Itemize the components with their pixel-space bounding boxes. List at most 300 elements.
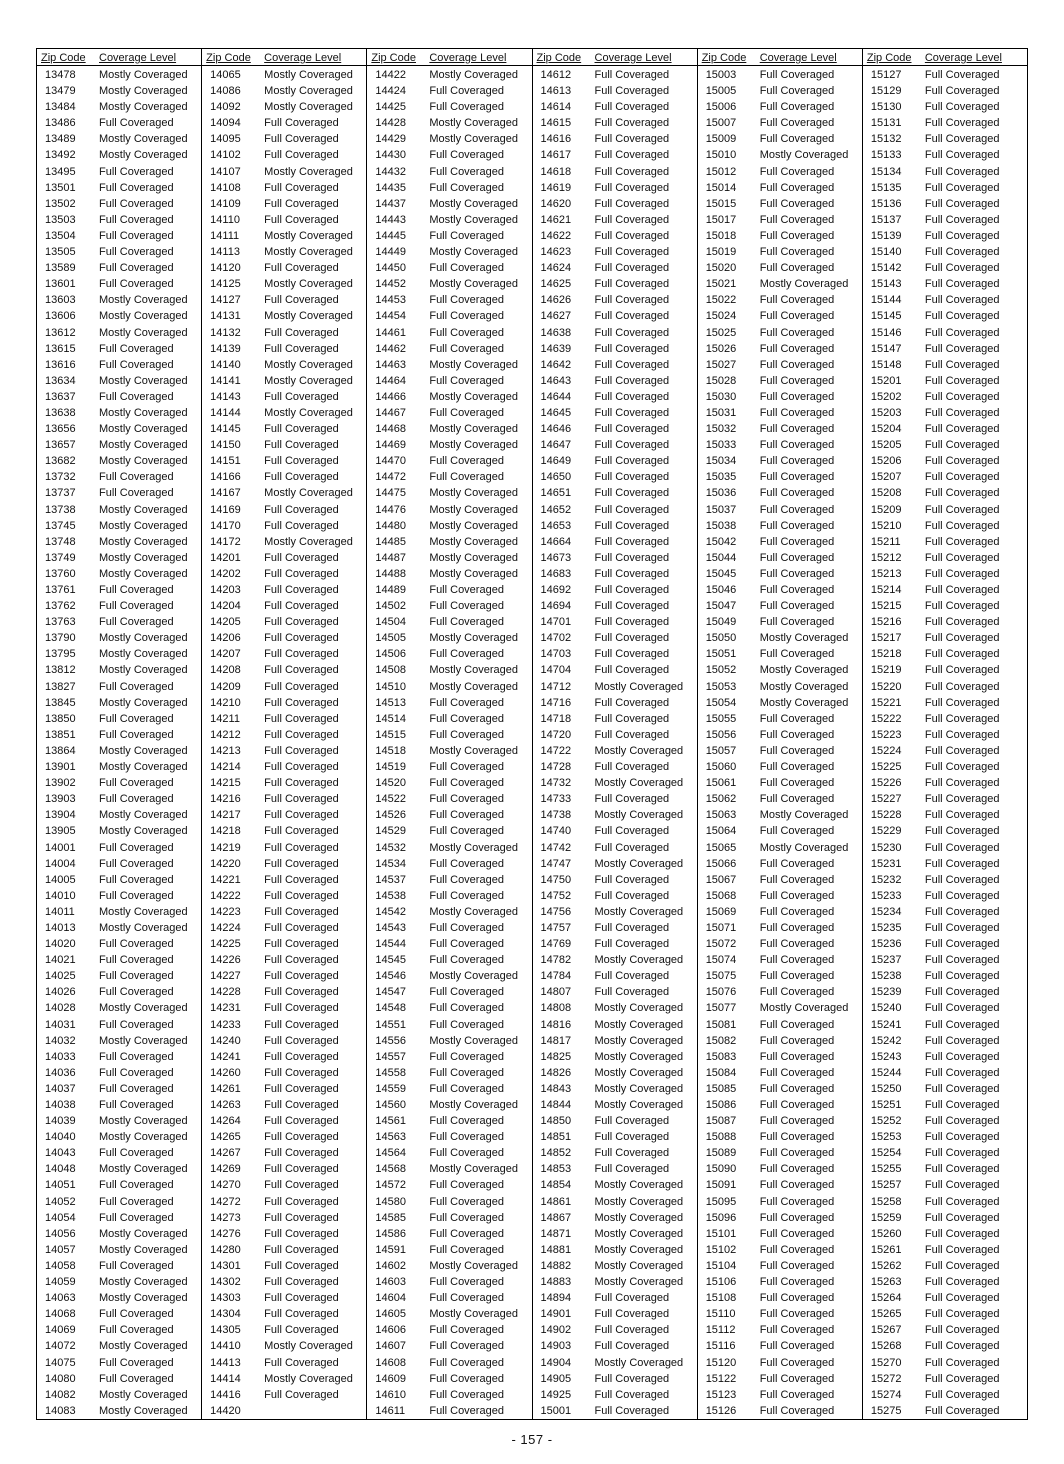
coverage-level-cell: Full Coveraged: [924, 310, 1000, 323]
zip-code-cell: 15235: [870, 921, 902, 934]
coverage-level-cell: Mostly Coveraged: [99, 326, 188, 339]
table-row: [533, 1194, 697, 1210]
zip-code-cell: 15252: [870, 1115, 902, 1128]
coverage-level-cell: Full Coveraged: [594, 1131, 670, 1144]
table-row: [367, 164, 531, 180]
table-row: [367, 952, 531, 968]
coverage-level-cell: Full Coveraged: [264, 1147, 339, 1160]
zip-code-cell: 14430: [375, 149, 406, 162]
coverage-level-cell: Full Coveraged: [264, 857, 339, 870]
coverage-level-cell: Full Coveraged: [99, 165, 174, 178]
coverage-level-cell: Full Coveraged: [924, 744, 1000, 757]
zip-code-cell: 13489: [45, 133, 76, 146]
zip-code-cell: 15224: [870, 744, 902, 757]
table-row: [698, 115, 862, 131]
zip-code-cell: 14233: [210, 1018, 241, 1031]
coverage-level-cell: Full Coveraged: [429, 889, 504, 902]
table-row: [367, 1065, 531, 1081]
zip-code-cell: 15203: [870, 406, 902, 419]
table-row: [202, 485, 366, 501]
coverage-level-cell: Full Coveraged: [759, 1276, 835, 1289]
zip-code-cell: 14545: [375, 954, 406, 967]
table-row: [367, 743, 531, 759]
coverage-level-cell: Mostly Coveraged: [429, 970, 518, 983]
zip-code-cell: 15087: [705, 1115, 737, 1128]
coverage-level-cell: Full Coveraged: [264, 455, 339, 468]
zip-code-cell: 14622: [540, 229, 572, 242]
zip-code-cell: 15250: [870, 1082, 902, 1095]
table-row: [698, 325, 862, 341]
column-header: [698, 49, 862, 66]
coverage-level-cell: Full Coveraged: [99, 1308, 174, 1321]
coverage-level-cell: Mostly Coveraged: [99, 664, 188, 677]
zip-code-cell: 15090: [705, 1163, 737, 1176]
coverage-level-cell: Full Coveraged: [264, 519, 339, 532]
table-row: [698, 1403, 862, 1419]
coverage-level-cell: Full Coveraged: [759, 213, 835, 226]
coverage-level-cell: Full Coveraged: [924, 85, 1000, 98]
zip-code-cell: 14502: [375, 600, 406, 613]
zip-code-cell: 14646: [540, 423, 572, 436]
coverage-level-cell: Full Coveraged: [264, 1276, 339, 1289]
table-row: [367, 904, 531, 920]
coverage-level-cell: Full Coveraged: [429, 1243, 504, 1256]
zip-code-cell: 13601: [45, 278, 76, 291]
zip-code-cell: 15045: [705, 567, 737, 580]
coverage-level-cell: Mostly Coveraged: [429, 535, 518, 548]
table-row: [202, 1017, 366, 1033]
table-row: [698, 1338, 862, 1354]
table-row: [533, 485, 697, 501]
table-row: [698, 1129, 862, 1145]
table-row: [863, 566, 1027, 582]
table-row: [37, 872, 201, 888]
zip-code-cell: 15265: [870, 1308, 902, 1321]
table-row: [533, 614, 697, 630]
coverage-level-cell: Full Coveraged: [429, 616, 504, 629]
coverage-level-cell: Full Coveraged: [924, 342, 1000, 355]
zip-code-cell: 14207: [210, 648, 241, 661]
coverage-level-cell: Full Coveraged: [924, 761, 1000, 774]
zip-code-cell: 14627: [540, 310, 572, 323]
table-row: [698, 566, 862, 582]
zip-code-cell: 14040: [45, 1131, 76, 1144]
table-row: [37, 292, 201, 308]
table-row: [698, 1210, 862, 1226]
coverage-level-cell: Mostly Coveraged: [759, 278, 849, 291]
zip-code-cell: 15220: [870, 680, 902, 693]
zip-code-cell: 14568: [375, 1163, 406, 1176]
table-row: [698, 1049, 862, 1065]
table-row: [367, 308, 531, 324]
table-row: [863, 1097, 1027, 1113]
table-row: [698, 582, 862, 598]
table-row: [863, 518, 1027, 534]
zip-code-cell: 14432: [375, 165, 406, 178]
table-row: [533, 534, 697, 550]
zip-code-cell: 14701: [540, 616, 572, 629]
table-row: [863, 646, 1027, 662]
table-row: [533, 743, 697, 759]
table-row: [37, 630, 201, 646]
table-row: [698, 840, 862, 856]
coverage-level-cell: Full Coveraged: [99, 1066, 174, 1079]
zip-code-cell: 14513: [375, 696, 406, 709]
coverage-level-cell: Full Coveraged: [594, 873, 670, 886]
table-row: [202, 598, 366, 614]
table-row: [698, 453, 862, 469]
coverage-level-cell: Full Coveraged: [594, 1115, 670, 1128]
table-row: [37, 1290, 201, 1306]
coverage-level-cell: Mostly Coveraged: [429, 246, 518, 259]
zip-code-cell: 14585: [375, 1211, 406, 1224]
table-row: [37, 373, 201, 389]
coverage-level-cell: Full Coveraged: [924, 986, 1000, 999]
table-row: [37, 1177, 201, 1193]
coverage-level-cell: Full Coveraged: [759, 600, 835, 613]
coverage-level-cell: Full Coveraged: [924, 278, 1000, 291]
table-row: [863, 308, 1027, 324]
zip-code-cell: 14645: [540, 406, 572, 419]
table-row: [863, 67, 1027, 83]
zip-code-cell: 14038: [45, 1099, 76, 1111]
table-row: [533, 244, 697, 260]
coverage-level-cell: Mostly Coveraged: [264, 278, 353, 291]
zip-code-cell: 15030: [705, 390, 737, 403]
zip-code-cell: 15074: [705, 954, 737, 967]
coverage-level-cell: Full Coveraged: [264, 471, 339, 484]
zip-code-cell: 14557: [375, 1050, 406, 1063]
table-row: [37, 743, 201, 759]
coverage-level-cell: Full Coveraged: [594, 664, 670, 677]
zip-code-cell: 14703: [540, 648, 572, 661]
coverage-level-cell: Full Coveraged: [759, 970, 835, 983]
zip-code-cell: 15035: [705, 471, 737, 484]
zip-code-cell: 14054: [45, 1211, 76, 1224]
coverage-level-cell: Full Coveraged: [99, 1082, 174, 1095]
zip-code-cell: 14270: [210, 1179, 241, 1192]
zip-code-cell: 14733: [540, 793, 572, 806]
table-row: [202, 759, 366, 775]
coverage-level-cell: Full Coveraged: [924, 294, 1000, 307]
table-row: [202, 1355, 366, 1371]
table-row: [367, 614, 531, 630]
zip-code-cell: 15102: [705, 1243, 737, 1256]
coverage-level-cell: Full Coveraged: [429, 1131, 504, 1144]
zip-code-cell: 15239: [870, 986, 902, 999]
zip-code-cell: 14201: [210, 551, 241, 564]
zip-code-cell: 14586: [375, 1227, 406, 1240]
table-row: [698, 614, 862, 630]
coverage-level-cell: Mostly Coveraged: [99, 1388, 188, 1401]
coverage-level-cell: Full Coveraged: [264, 1243, 339, 1256]
zip-code-cell: 14420: [210, 1404, 241, 1417]
table-row: [863, 598, 1027, 614]
coverage-level-cell: Full Coveraged: [759, 342, 835, 355]
table-row: [37, 180, 201, 196]
zip-code-cell: 14470: [375, 455, 406, 468]
coverage-level-cell: Full Coveraged: [759, 1243, 835, 1256]
table-row: [37, 1274, 201, 1290]
coverage-level-cell: Full Coveraged: [99, 680, 174, 693]
coverage-level-cell: Mostly Coveraged: [759, 632, 849, 645]
zip-code-cell: 15221: [870, 696, 902, 709]
zip-code-cell: 15272: [870, 1372, 902, 1385]
zip-code-cell: 15034: [705, 455, 737, 468]
coverage-level-cell: Full Coveraged: [924, 358, 1000, 371]
coverage-level-cell: Full Coveraged: [924, 567, 1000, 580]
coverage-level-cell: Full Coveraged: [264, 1227, 339, 1240]
table-row: [698, 711, 862, 727]
zip-code-cell: 13901: [45, 761, 76, 774]
table-row: [533, 936, 697, 952]
table-row: [202, 856, 366, 872]
coverage-level-cell: Full Coveraged: [594, 358, 670, 371]
coverage-level-cell: Full Coveraged: [924, 535, 1000, 548]
table-row: [863, 1371, 1027, 1387]
zip-code-cell: 14653: [540, 519, 572, 532]
zip-code-cell: 15210: [870, 519, 902, 532]
coverage-level-cell: Mostly Coveraged: [99, 1034, 188, 1047]
table-row: [202, 807, 366, 823]
table-row: [533, 840, 697, 856]
table-row: [202, 244, 366, 260]
coverage-level-cell: Full Coveraged: [429, 229, 504, 242]
zip-code-cell: 15077: [705, 1002, 737, 1015]
zip-code-cell: 15033: [705, 439, 737, 452]
coverage-level-cell: Mostly Coveraged: [429, 632, 518, 645]
table-row: [202, 325, 366, 341]
table-row: [698, 180, 862, 196]
table-row: [202, 1371, 366, 1387]
table-row: [533, 679, 697, 695]
table-row: [202, 1290, 366, 1306]
zip-code-cell: 14172: [210, 535, 241, 548]
zip-code-cell: 14572: [375, 1179, 406, 1192]
table-row: [202, 582, 366, 598]
zip-code-cell: 15068: [705, 889, 737, 902]
zip-code-cell: 15101: [705, 1227, 737, 1240]
zip-code-cell: 14519: [375, 761, 406, 774]
coverage-level-cell: Full Coveraged: [594, 342, 670, 355]
table-row: [863, 389, 1027, 405]
table-row: [202, 83, 366, 99]
coverage-level-cell: Full Coveraged: [924, 1276, 1000, 1289]
coverage-level-cell: Mostly Coveraged: [594, 1018, 684, 1031]
zip-code-cell: 14489: [375, 584, 406, 596]
coverage-level-cell: Mostly Coveraged: [594, 809, 684, 822]
zip-code-cell: 15031: [705, 406, 737, 419]
zip-code-cell: 14615: [540, 117, 572, 130]
coverage-level-cell: Mostly Coveraged: [429, 69, 518, 81]
zip-code-cell: 14021: [45, 954, 76, 967]
zip-code-cell: 15225: [870, 761, 902, 774]
table-row: [37, 1387, 201, 1403]
coverage-level-cell: Full Coveraged: [759, 1131, 835, 1144]
zip-code-cell: 15038: [705, 519, 737, 532]
table-row: [37, 1129, 201, 1145]
coverage-level-cell: Mostly Coveraged: [429, 503, 518, 516]
coverage-level-cell: Full Coveraged: [429, 1082, 504, 1095]
table-row: [202, 1145, 366, 1161]
coverage-level-cell: Mostly Coveraged: [99, 423, 188, 436]
zip-code-cell: 14621: [540, 213, 572, 226]
coverage-level-cell: Full Coveraged: [924, 825, 1000, 838]
zip-code-cell: 15066: [705, 857, 737, 870]
zip-code-cell: 15204: [870, 423, 902, 436]
coverage-level-cell: Full Coveraged: [99, 390, 174, 403]
coverage-level-cell: Mostly Coveraged: [594, 680, 684, 693]
zip-code-cell: 14826: [540, 1066, 572, 1079]
table-row: [698, 1177, 862, 1193]
zip-code-cell: 15219: [870, 664, 902, 677]
table-row: [698, 276, 862, 292]
table-row: [863, 1258, 1027, 1274]
zip-code-cell: 15022: [705, 294, 737, 307]
coverage-level-cell: Full Coveraged: [99, 1018, 174, 1031]
coverage-level-cell: Full Coveraged: [594, 262, 670, 275]
table-row: [37, 228, 201, 244]
zip-code-cell: 15233: [870, 889, 902, 902]
coverage-level-cell: Full Coveraged: [264, 841, 339, 854]
table-row: [533, 115, 697, 131]
zip-code-cell: 15255: [870, 1163, 902, 1176]
zip-code-cell: 14217: [210, 809, 241, 822]
coverage-level-cell: Full Coveraged: [759, 1404, 835, 1417]
zip-code-cell: 14228: [210, 986, 241, 999]
coverage-level-cell: Full Coveraged: [759, 358, 835, 371]
zip-code-cell: 15085: [705, 1082, 737, 1095]
zip-code-cell: 14620: [540, 197, 572, 210]
table-row: [863, 840, 1027, 856]
coverage-level-cell: Full Coveraged: [924, 905, 1000, 918]
zip-code-cell: 14226: [210, 954, 241, 967]
zip-code-cell: 13495: [45, 165, 76, 178]
table-row: [37, 421, 201, 437]
zip-code-cell: 14757: [540, 921, 572, 934]
table-row: [202, 952, 366, 968]
zip-code-cell: 15140: [870, 246, 902, 259]
coverage-level-cell: Full Coveraged: [429, 310, 504, 323]
table-row: [202, 904, 366, 920]
zip-code-cell: 13760: [45, 567, 76, 580]
coverage-level-cell: Full Coveraged: [924, 793, 1000, 806]
table-row: [202, 1403, 366, 1419]
zip-code-cell: 14428: [375, 117, 406, 130]
zip-code-cell: 14664: [540, 535, 572, 548]
coverage-level-cell: Full Coveraged: [429, 1115, 504, 1128]
coverage-level-cell: Full Coveraged: [594, 406, 670, 419]
table-row: [367, 373, 531, 389]
table-row: [37, 212, 201, 228]
zip-code-cell: 15019: [705, 246, 737, 259]
table-row: [37, 904, 201, 920]
coverage-level-cell: Mostly Coveraged: [99, 567, 188, 580]
table-row: [533, 566, 697, 582]
zip-code-cell: 15024: [705, 310, 737, 323]
coverage-level-header: Coverage Level: [924, 52, 1002, 64]
table-row: [698, 872, 862, 888]
table-row: [202, 1274, 366, 1290]
coverage-level-cell: Full Coveraged: [264, 793, 339, 806]
coverage-level-cell: Mostly Coveraged: [429, 567, 518, 580]
table-row: [698, 727, 862, 743]
table-row: [698, 920, 862, 936]
table-row: [37, 662, 201, 678]
coverage-level-cell: Full Coveraged: [594, 85, 670, 98]
coverage-level-cell: Full Coveraged: [924, 696, 1000, 709]
coverage-level-cell: Full Coveraged: [99, 117, 174, 130]
table-row: [863, 1322, 1027, 1338]
table-row: [37, 1145, 201, 1161]
table-row: [533, 1210, 697, 1226]
coverage-level-cell: Full Coveraged: [264, 696, 339, 709]
zip-code-cell: 15238: [870, 970, 902, 983]
zip-code-cell: 15047: [705, 600, 737, 613]
table-row: [367, 1242, 531, 1258]
zip-code-cell: 15046: [705, 584, 737, 596]
coverage-level-cell: Mostly Coveraged: [264, 406, 353, 419]
coverage-level-cell: Full Coveraged: [924, 439, 1000, 452]
coverage-level-cell: Full Coveraged: [99, 954, 174, 967]
zip-code-cell: 14692: [540, 584, 572, 596]
zip-code-cell: 14580: [375, 1195, 406, 1208]
zip-code-cell: 14480: [375, 519, 406, 532]
table-row: [698, 469, 862, 485]
zip-code-cell: 14001: [45, 841, 76, 854]
coverage-level-cell: Full Coveraged: [759, 1324, 835, 1337]
zip-code-header: Zip Code: [701, 52, 747, 64]
zip-code-cell: 14263: [210, 1099, 241, 1111]
coverage-level-cell: Mostly Coveraged: [594, 1034, 684, 1047]
zip-code-cell: 14109: [210, 197, 241, 210]
zip-code-cell: 14625: [540, 278, 572, 291]
table-row: [863, 421, 1027, 437]
zip-code-cell: 13501: [45, 181, 76, 194]
table-row: [367, 968, 531, 984]
zip-code-cell: 15089: [705, 1147, 737, 1160]
table-row: [698, 1371, 862, 1387]
coverage-level-cell: Full Coveraged: [264, 1388, 339, 1401]
table-row: [202, 341, 366, 357]
zip-code-cell: 15018: [705, 229, 737, 242]
zip-code-cell: 15251: [870, 1099, 902, 1111]
table-row: [367, 775, 531, 791]
coverage-level-cell: Full Coveraged: [264, 970, 339, 983]
zip-code-cell: 14546: [375, 970, 406, 983]
table-row: [863, 904, 1027, 920]
coverage-level-cell: Full Coveraged: [594, 278, 670, 291]
zip-code-cell: 15057: [705, 744, 737, 757]
coverage-level-cell: Full Coveraged: [429, 986, 504, 999]
table-row: [698, 856, 862, 872]
coverage-level-cell: Full Coveraged: [429, 600, 504, 613]
zip-code-cell: 14608: [375, 1356, 406, 1369]
table-row: [533, 180, 697, 196]
zip-code-cell: 13486: [45, 117, 76, 130]
zip-code-cell: 14472: [375, 471, 406, 484]
coverage-level-cell: Full Coveraged: [594, 761, 670, 774]
coverage-level-cell: Full Coveraged: [264, 1002, 339, 1015]
table-row: [202, 228, 366, 244]
coverage-level-cell: Full Coveraged: [99, 873, 174, 886]
zip-code-cell: 14261: [210, 1082, 241, 1095]
zip-code-cell: 13762: [45, 600, 76, 613]
table-row: [367, 1355, 531, 1371]
table-row: [863, 1000, 1027, 1016]
zip-code-cell: 15214: [870, 584, 902, 596]
zip-code-cell: 15067: [705, 873, 737, 886]
